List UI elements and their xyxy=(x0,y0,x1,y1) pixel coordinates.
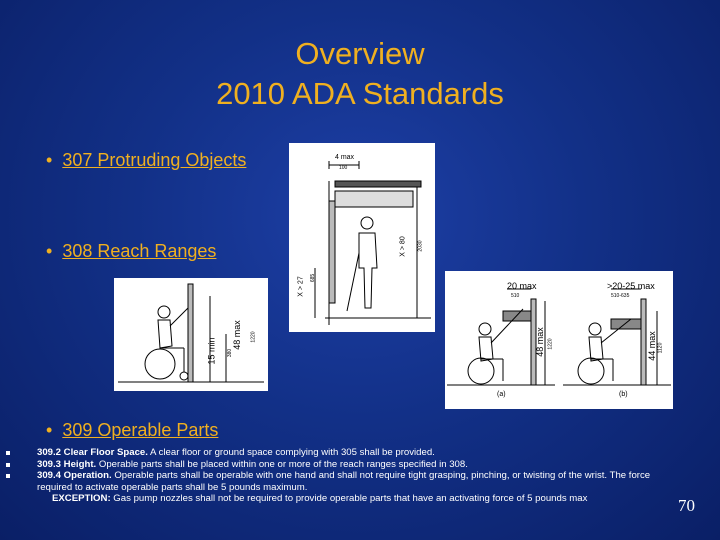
bullet-308 xyxy=(46,241,216,262)
bullet-square-icon xyxy=(6,474,10,478)
caption-a: (a) xyxy=(497,391,506,398)
dim-4-max: 4 max xyxy=(335,154,355,161)
dim-20-max: 20 max xyxy=(507,281,537,291)
detail-item-309-3 xyxy=(4,459,666,471)
dim-685: 685 xyxy=(310,273,317,283)
dim-510: 510 xyxy=(511,293,520,299)
exception-heading: EXCEPTION: xyxy=(52,493,111,504)
bullet-square-icon xyxy=(6,451,10,455)
dim-100: 100 xyxy=(339,165,348,171)
detail-text: A clear floor or ground space complying with 305 shall be provided. xyxy=(147,447,435,458)
dim-48-max: 48 max xyxy=(231,320,242,350)
detail-item-309-4 xyxy=(4,470,666,493)
dim-510-635: 510-635 xyxy=(611,293,630,299)
dim-20-25-max: >20-25 max xyxy=(607,281,655,291)
protruding-objects-diagram xyxy=(289,143,435,332)
page-number: 70 xyxy=(678,496,695,515)
dim-1220-a: 1220 xyxy=(547,338,554,350)
exception-note xyxy=(4,493,666,505)
link-307-protruding-objects[interactable]: 307 Protruding Objects xyxy=(62,150,247,170)
dim-380: 380 xyxy=(227,348,234,358)
detail-heading: 309.3 Height. xyxy=(37,458,97,470)
caption-b: (b) xyxy=(619,391,628,398)
dim-1220: 1220 xyxy=(250,331,257,343)
bullet-dot-icon: • xyxy=(46,241,53,261)
dim-1120-b: 1120 xyxy=(657,342,664,354)
dim-x-27: X > 27 xyxy=(297,276,305,297)
bullet-dot-icon: • xyxy=(46,420,53,440)
title-line-1: Overview xyxy=(295,36,425,71)
bullet-309 xyxy=(46,420,218,441)
operable-parts-details xyxy=(4,447,666,505)
reach-side-diagram xyxy=(114,278,268,391)
detail-text: Operable parts shall be placed within one or more of the reach ranges specified in 308. xyxy=(96,458,468,470)
dim-2030: 2030 xyxy=(417,240,424,252)
dim-48-max-a: 48 max xyxy=(534,327,545,357)
figure-reach-range-side xyxy=(114,278,268,391)
dim-x-80: X > 80 xyxy=(399,236,407,257)
slide-title xyxy=(0,34,720,114)
figure-protruding-objects xyxy=(289,143,435,332)
detail-heading: 309.4 Operation. xyxy=(37,470,112,481)
exception-text: Gas pump nozzles shall not be required to provide operable parts that have an activating force of 5 pounds max xyxy=(110,493,588,504)
bullet-dot-icon: • xyxy=(46,150,53,170)
dim-15-min: 15 min xyxy=(206,337,217,365)
detail-item-309-2 xyxy=(4,447,666,459)
figure-reach-range-obstructed xyxy=(445,271,673,409)
bullet-square-icon xyxy=(6,463,10,467)
link-308-reach-ranges[interactable]: 308 Reach Ranges xyxy=(62,241,217,261)
detail-heading: 309.2 Clear Floor Space. xyxy=(37,447,148,458)
reach-obstructed-diagram xyxy=(445,271,673,409)
dim-44-max-b: 44 max xyxy=(646,331,657,361)
detail-text: Operable parts shall be operable with one hand and shall not require tight grasping, pinching, or twisting of the wrist. The force required to activate operable parts shall be 5 pounds maximum. xyxy=(37,470,651,493)
title-line-2: 2010 ADA Standards xyxy=(216,76,504,111)
bullet-307 xyxy=(46,150,246,171)
link-309-operable-parts[interactable]: 309 Operable Parts xyxy=(62,420,219,440)
